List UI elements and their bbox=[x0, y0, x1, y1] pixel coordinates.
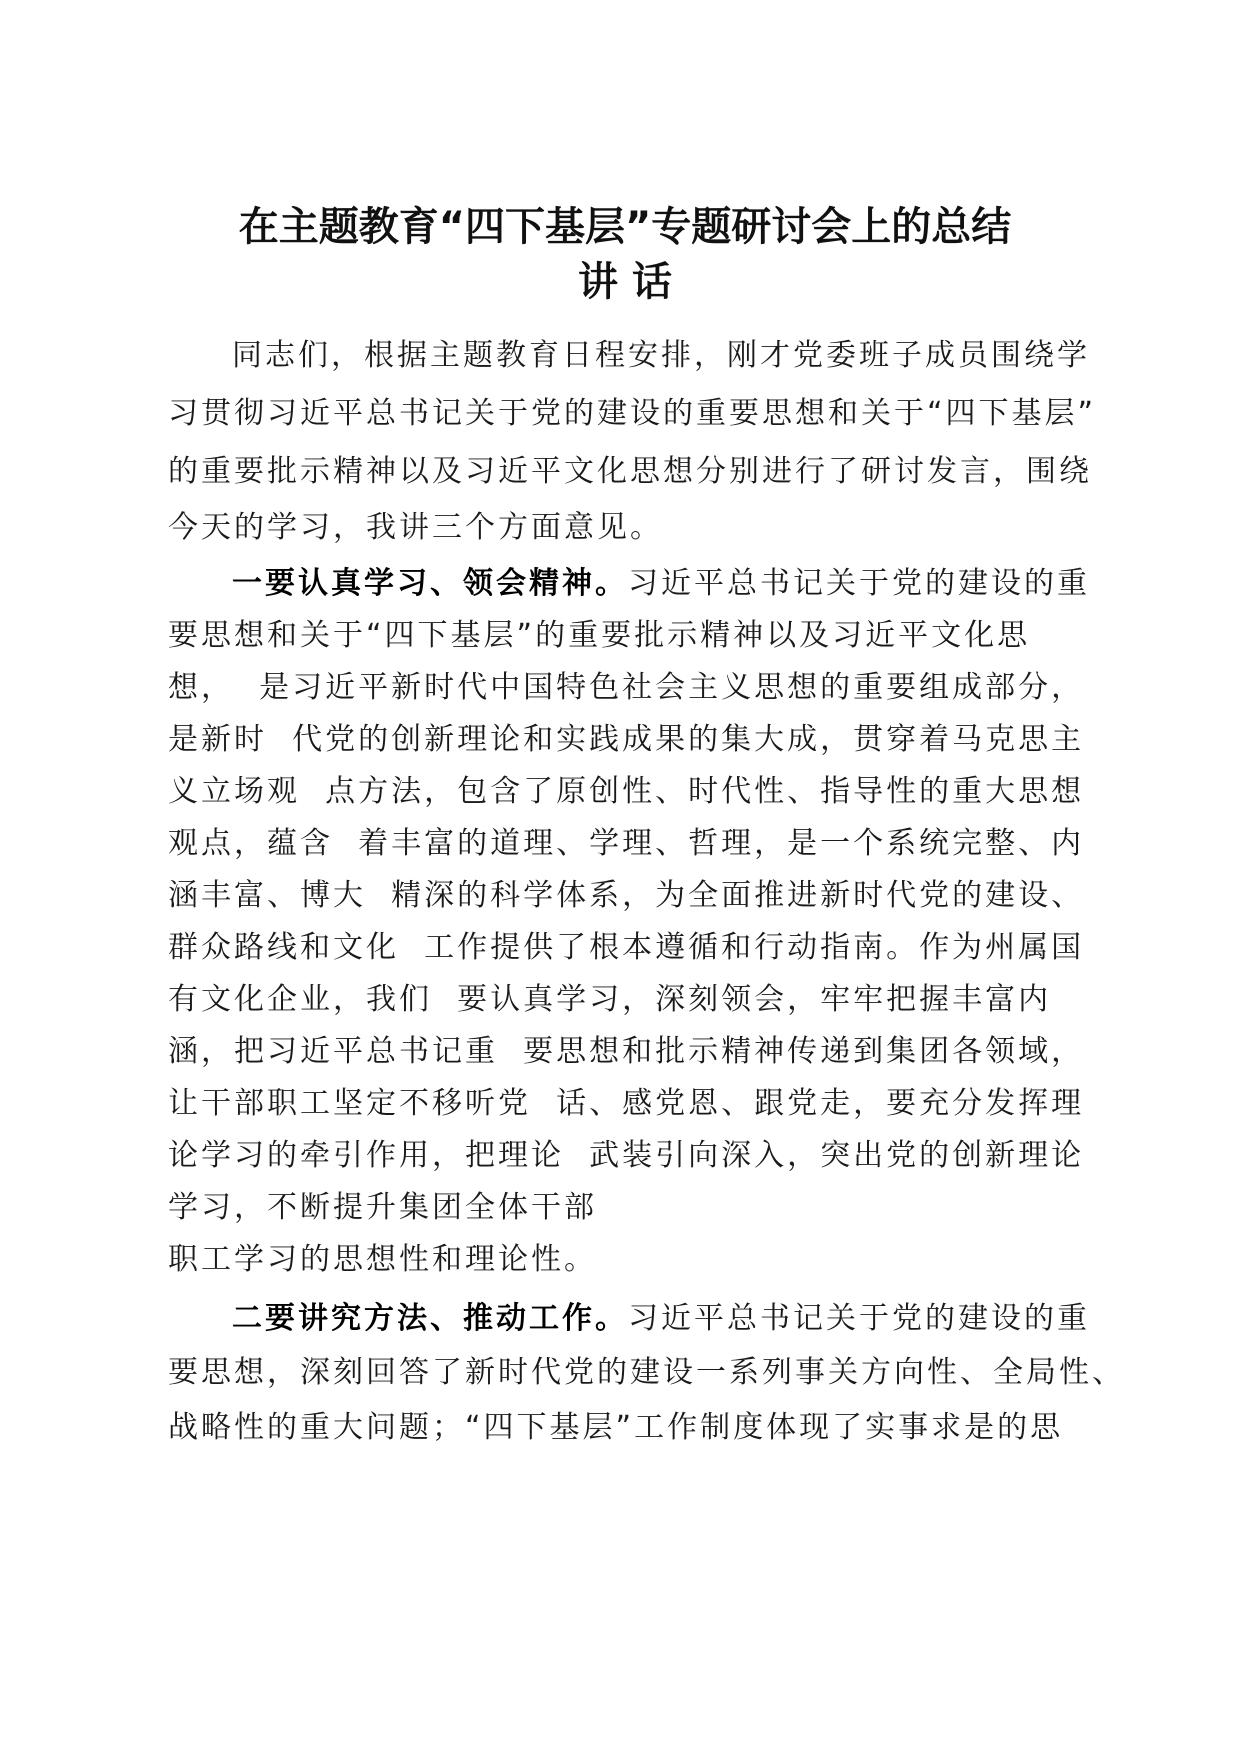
section-2-first-line bbox=[232, 1301, 1090, 1337]
intro-line: 的重要批示精神以及习近平文化思想分别进行了研讨发言，围绕 bbox=[168, 454, 1092, 489]
document-title-line-1: 在主题教育“四下基层”专题研讨会上的总结 bbox=[238, 204, 1012, 250]
section-1-line: 职工学习的思想性和理论性。 bbox=[168, 1242, 597, 1277]
section-1-line: 要思想和关于“四下基层”的重要批示精神以及习近平文化思 bbox=[168, 618, 1031, 653]
section-1-line: 义立场观 点方法，包含了原创性、时代性、指导性的重大思想 bbox=[168, 774, 1085, 809]
section-1-first-line bbox=[232, 566, 1090, 602]
section-1-line: 有文化企业，我们 要认真学习，深刻领会，牢牢把握丰富内 bbox=[168, 982, 1052, 1017]
section-1-line: 涵，把习近平总书记重 要思想和批示精神传递到集团各领域， bbox=[168, 1034, 1085, 1069]
document-title-line-2: 讲 话 bbox=[578, 259, 672, 305]
section-1-line: 涵丰富、博大 精深的科学体系，为全面推进新时代党的建设、 bbox=[168, 878, 1085, 913]
section-1-line: 学习，不断提升集团全体干部 bbox=[168, 1190, 597, 1225]
section-1-line: 群众路线和文化 工作提供了根本遵循和行动指南。作为州属国 bbox=[168, 930, 1085, 965]
section-2-heading: 二要讲究方法、推动工作。 bbox=[232, 1301, 628, 1336]
section-1-first-text: 习近平总书记关于党的建设的重 bbox=[628, 566, 1090, 601]
section-1-line: 论学习的牵引作用，把理论 武装引向深入，突出党的创新理论 bbox=[168, 1138, 1085, 1173]
section-1-line: 让干部职工坚定不移听党 话、感党恩、跟党走，要充分发挥理 bbox=[168, 1086, 1085, 1121]
section-2-line: 要思想，深刻回答了新时代党的建设一系列事关方向性、全局性、 bbox=[168, 1355, 1125, 1390]
intro-line: 今天的学习，我讲三个方面意见。 bbox=[168, 510, 663, 545]
section-2-first-text: 习近平总书记关于党的建设的重 bbox=[628, 1301, 1090, 1336]
intro-line: 习贯彻习近平总书记关于党的建设的重要思想和关于“四下基层” bbox=[168, 396, 1097, 431]
section-1-line: 观点，蕴含 着丰富的道理、学理、哲理，是一个系统完整、内 bbox=[168, 826, 1085, 861]
section-2-line: 战略性的重大问题；“四下基层”工作制度体现了实事求是的思 bbox=[168, 1410, 1064, 1445]
section-1-line: 是新时 代党的创新理论和实践成果的集大成，贯穿着马克思主 bbox=[168, 722, 1085, 757]
section-1-line: 想， 是习近平新时代中国特色社会主义思想的重要组成部分， bbox=[168, 670, 1085, 705]
section-1-heading: 一要认真学习、领会精神。 bbox=[232, 566, 628, 601]
intro-line: 同志们，根据主题教育日程安排，刚才党委班子成员围绕学 bbox=[232, 338, 1090, 373]
